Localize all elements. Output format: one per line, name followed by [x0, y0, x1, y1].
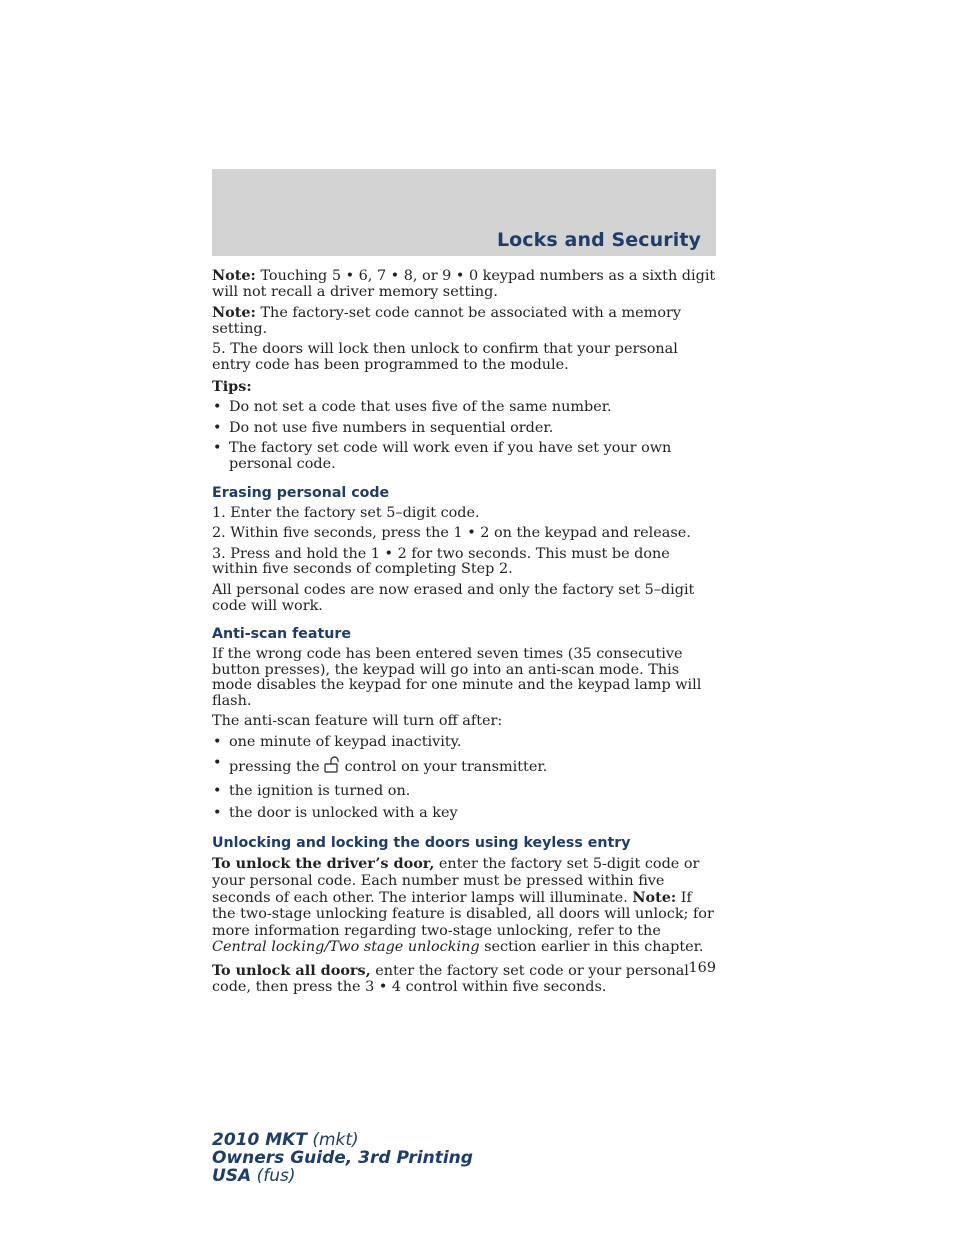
erasing-step-1: 1. Enter the factory set 5–digit code. [212, 504, 480, 521]
tips-label: Tips: [212, 377, 252, 395]
footer-printing: Owners Guide, 3rd Printing [212, 1148, 473, 1168]
note-factory-code [212, 305, 718, 337]
list-item: • one minute of keypad inactivity. [213, 734, 462, 751]
erasing-result: All personal codes are now erased and only the factory set 5–digit code will work. [212, 581, 695, 614]
section-title: Locks and Security [496, 229, 701, 251]
keyless-unlock-all-doors: To unlock all doors, enter the factory set code or your personal code, then press the 3 • 4 control within five seconds. [212, 962, 689, 995]
list-item: • Do not use five numbers in sequential order. [213, 419, 554, 436]
antiscan-turn-off: The anti-scan feature will turn off after: [212, 713, 503, 730]
document-footer [212, 1131, 473, 1185]
list-item: • the ignition is turned on. [213, 783, 411, 800]
list-item: • The factory set code will work even if you have set your own personal code. [213, 440, 672, 472]
note-text: Touching 5 • 6, 7 • 8, or 9 • 0 keypad numbers as a sixth digit will not recall a driver memory setting. [212, 268, 716, 300]
page-number: 169 [688, 960, 716, 976]
section-header-band [212, 169, 716, 256]
tips-list [212, 400, 718, 472]
heading-erasing-personal-code: Erasing personal code [212, 484, 390, 501]
antiscan-list [212, 735, 718, 821]
note-text: The factory-set code cannot be associated with a memory setting. [212, 305, 681, 337]
list-item: • the door is unlocked with a key [213, 804, 458, 821]
step-5: 5. The doors will lock then unlock to confirm that your personal entry code has been programmed to the module. [212, 341, 678, 373]
cross-reference: Central locking/Two stage unlocking [212, 939, 480, 956]
erasing-step-2: 2. Within five seconds, press the 1 • 2 on the keypad and release. [212, 525, 691, 542]
note-label: Note: [212, 304, 256, 322]
list-item: • pressing the control on your transmitter. [212, 756, 718, 779]
erasing-step-3: 3. Press and hold the 1 • 2 for two seconds. This must be done within five seconds of completing Step 2. [212, 545, 670, 578]
note-sixth-digit [212, 268, 718, 300]
note-label: Note: [212, 267, 256, 284]
heading-keyless-entry: Unlocking and locking the doors using keyless entry [212, 835, 631, 852]
keyless-unlock-driver-door: To unlock the driver’s door, enter the factory set 5-digit code or your personal code. Each number must be pressed within five seconds of each other. The interior lamps will illuminate. Note: If the two-stage unlocking feature is disabled, all doors will unlock; for more information regarding two-stage unlocking, refer to the Central locking/Two stage unlocking section earlier in this chapter. [212, 855, 714, 956]
unlock-padlock-icon [323, 756, 341, 779]
footer-model: 2010 MKT (mkt) [212, 1130, 359, 1150]
heading-anti-scan: Anti-scan feature [212, 626, 351, 643]
antiscan-intro: If the wrong code has been entered seven times (35 consecutive button presses), the keypad will go into an anti-scan mode. This mode disables the keypad for one minute and the keypad lamp will flash. [212, 646, 702, 709]
list-item: • Do not set a code that uses five of the same number. [213, 399, 612, 416]
footer-region: USA (fus) [212, 1166, 296, 1186]
page-content [212, 268, 718, 1000]
